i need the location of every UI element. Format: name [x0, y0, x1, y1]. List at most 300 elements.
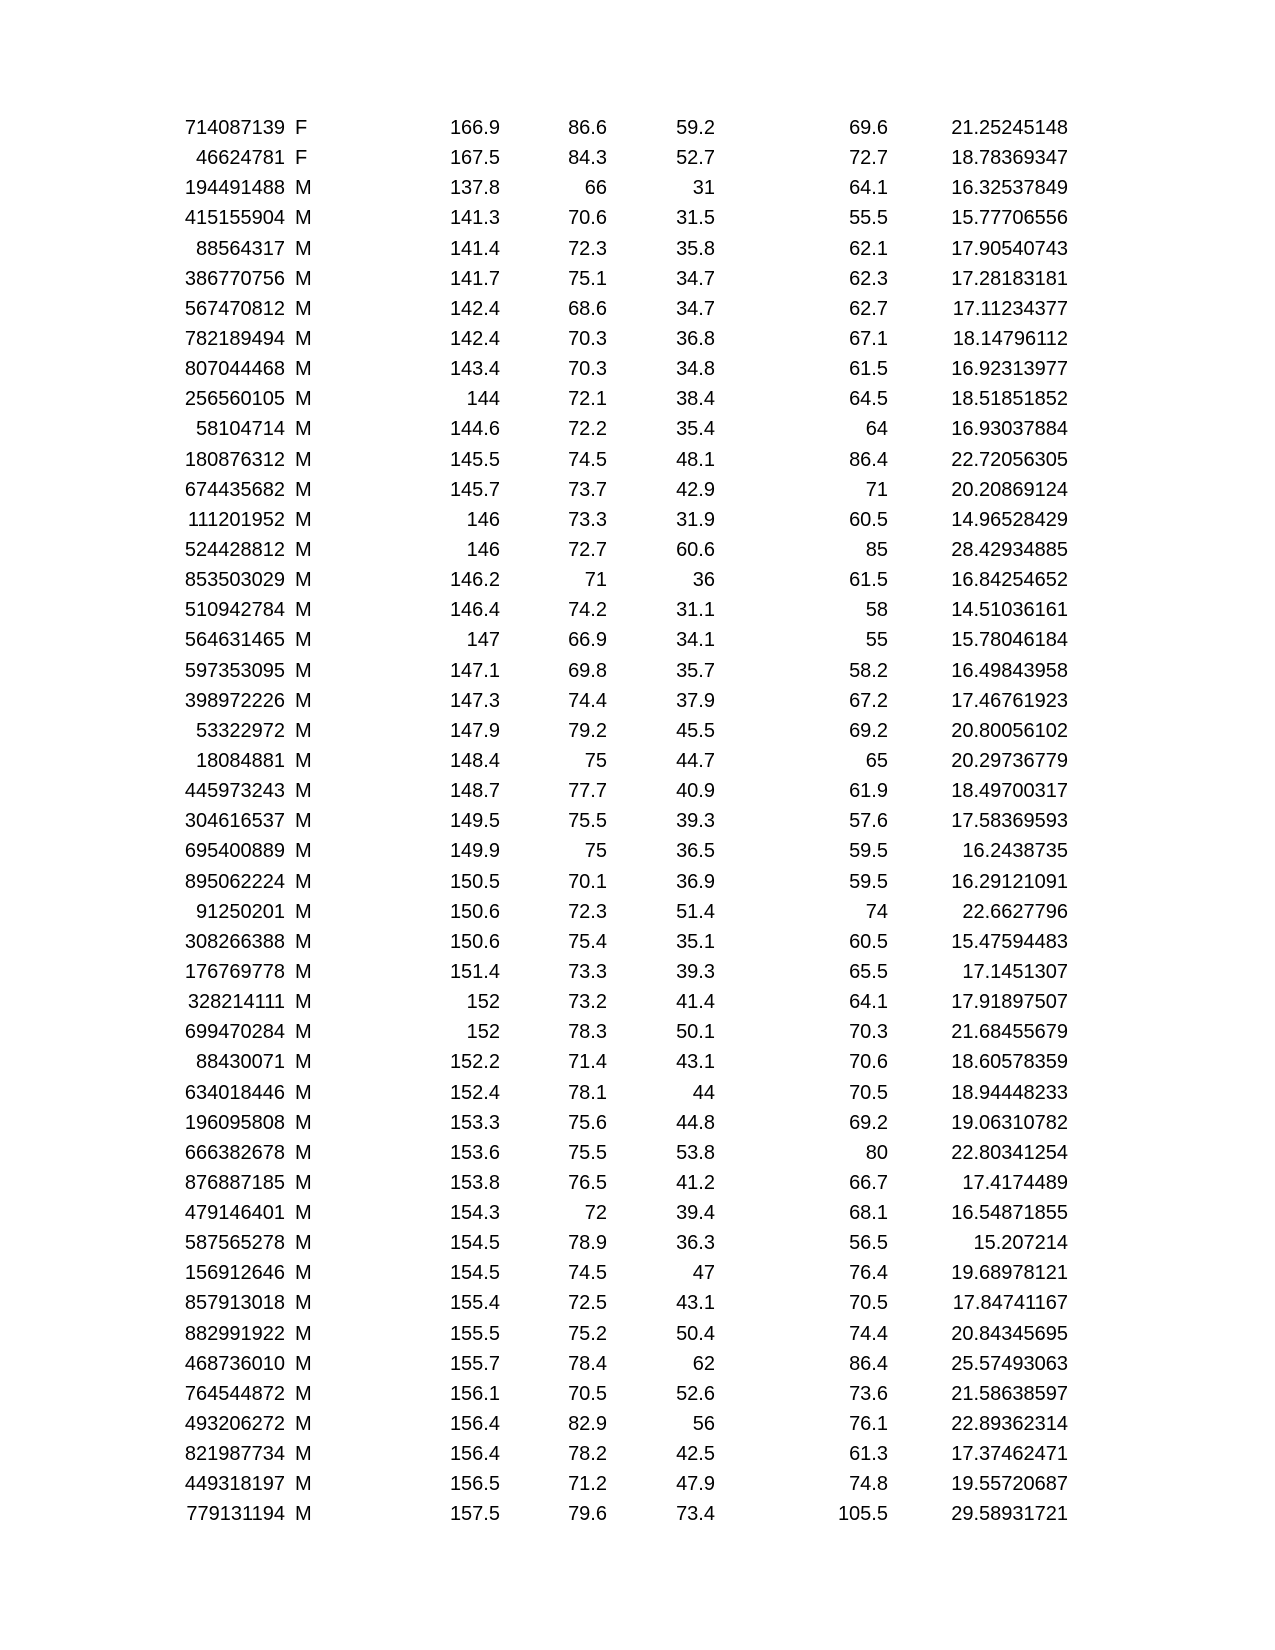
value-b-cell: 72.1 [568, 388, 607, 411]
value-d-cell: 64 [865, 418, 888, 441]
table-row [0, 354, 1275, 384]
table-row [0, 565, 1275, 595]
value-a-cell: 150.6 [449, 900, 500, 923]
value-e-cell: 18.14796112 [952, 327, 1068, 350]
sex-cell: M [295, 900, 312, 923]
value-c-cell: 47 [692, 1262, 715, 1285]
value-a-cell: 154.3 [449, 1202, 500, 1225]
sex-cell: M [295, 1141, 312, 1164]
value-c-cell: 37.9 [676, 689, 715, 712]
value-d-cell: 59.5 [849, 870, 888, 893]
table-row [0, 1409, 1275, 1439]
value-e-cell: 15.78046184 [951, 629, 1068, 652]
sex-cell: M [295, 1262, 312, 1285]
value-d-cell: 70.5 [849, 1081, 888, 1104]
table-row [0, 987, 1275, 1017]
sex-cell: M [295, 930, 312, 953]
table-row [0, 1469, 1275, 1499]
value-c-cell: 41.2 [676, 1171, 715, 1194]
value-d-cell: 65.5 [849, 960, 888, 983]
value-b-cell: 70.5 [568, 1382, 607, 1405]
value-a-cell: 142.4 [449, 327, 500, 350]
value-c-cell: 47.9 [676, 1473, 715, 1496]
value-b-cell: 78.9 [568, 1232, 607, 1255]
value-a-cell: 153.6 [449, 1141, 500, 1164]
value-b-cell: 72.3 [568, 237, 607, 260]
value-c-cell: 31 [692, 177, 715, 200]
value-d-cell: 85 [865, 538, 888, 561]
id-cell: 807044468 [184, 358, 285, 381]
value-a-cell: 147.9 [449, 719, 500, 742]
id-cell: 468736010 [184, 1352, 285, 1375]
value-a-cell: 156.4 [449, 1413, 500, 1436]
id-cell: 674435682 [184, 478, 285, 501]
value-a-cell: 157.5 [449, 1503, 500, 1526]
value-d-cell: 60.5 [849, 508, 888, 531]
table-row [0, 1108, 1275, 1138]
sex-cell: M [295, 1382, 312, 1405]
value-c-cell: 42.5 [676, 1443, 715, 1466]
sex-cell: M [295, 719, 312, 742]
value-a-cell: 147 [466, 629, 500, 652]
value-c-cell: 48.1 [676, 448, 715, 471]
value-a-cell: 155.4 [449, 1292, 500, 1315]
value-d-cell: 68.1 [849, 1202, 888, 1225]
id-cell: 714087139 [184, 117, 285, 139]
sex-cell: M [295, 629, 312, 652]
id-cell: 308266388 [184, 930, 285, 953]
sex-cell: M [295, 207, 312, 230]
value-c-cell: 35.8 [676, 237, 715, 260]
table-row [0, 595, 1275, 625]
value-c-cell: 42.9 [676, 478, 715, 501]
id-cell: 853503029 [184, 569, 285, 592]
sex-cell: M [295, 478, 312, 501]
table-row [0, 897, 1275, 927]
table-row [0, 1078, 1275, 1108]
value-e-cell: 28.42934885 [951, 538, 1068, 561]
value-d-cell: 57.6 [849, 810, 888, 833]
value-e-cell: 16.84254652 [951, 569, 1068, 592]
id-cell: 493206272 [184, 1413, 285, 1436]
sex-cell: M [295, 538, 312, 561]
value-e-cell: 18.78369347 [951, 147, 1068, 170]
value-a-cell: 150.5 [449, 870, 500, 893]
value-b-cell: 75.5 [568, 810, 607, 833]
value-c-cell: 60.6 [676, 538, 715, 561]
sex-cell: M [295, 991, 312, 1014]
value-e-cell: 19.55720687 [951, 1473, 1068, 1496]
value-a-cell: 144.6 [449, 418, 500, 441]
value-e-cell: 20.29736779 [951, 749, 1068, 772]
sex-cell: M [295, 1473, 312, 1496]
sex-cell: M [295, 1413, 312, 1436]
table-row [0, 716, 1275, 746]
table-row [0, 625, 1275, 655]
value-d-cell: 69.2 [849, 719, 888, 742]
value-a-cell: 156.5 [449, 1473, 500, 1496]
value-b-cell: 72.3 [568, 900, 607, 923]
value-a-cell: 152 [466, 991, 500, 1014]
value-b-cell: 77.7 [568, 780, 607, 803]
value-d-cell: 86.4 [849, 1352, 888, 1375]
sex-cell: M [295, 297, 312, 320]
sex-cell: M [295, 267, 312, 290]
table-row [0, 294, 1275, 324]
sex-cell: M [295, 508, 312, 531]
value-e-cell: 21.58638597 [951, 1382, 1068, 1405]
value-e-cell: 22.80341254 [951, 1141, 1068, 1164]
table-row [0, 1168, 1275, 1198]
value-a-cell: 145.7 [449, 478, 500, 501]
value-a-cell: 166.9 [449, 117, 500, 139]
value-b-cell: 66.9 [568, 629, 607, 652]
value-e-cell: 17.28183181 [951, 267, 1068, 290]
value-e-cell: 22.72056305 [951, 448, 1068, 471]
value-b-cell: 82.9 [568, 1413, 607, 1436]
id-cell: 564631465 [184, 629, 285, 652]
value-a-cell: 156.1 [449, 1382, 500, 1405]
value-d-cell: 64.1 [849, 991, 888, 1014]
id-cell: 111201952 [187, 508, 285, 531]
value-a-cell: 146.2 [449, 569, 500, 592]
value-d-cell: 62.3 [849, 267, 888, 290]
table-row [0, 1349, 1275, 1379]
value-e-cell: 14.96528429 [951, 508, 1068, 531]
table-row [0, 234, 1275, 264]
value-a-cell: 151.4 [449, 960, 500, 983]
sex-cell: M [295, 1503, 312, 1526]
id-cell: 764544872 [184, 1382, 285, 1405]
value-c-cell: 36.8 [676, 327, 715, 350]
value-c-cell: 35.7 [676, 659, 715, 682]
value-b-cell: 68.6 [568, 297, 607, 320]
id-cell: 415155904 [184, 207, 285, 230]
id-cell: 587565278 [184, 1232, 285, 1255]
sex-cell: M [295, 1171, 312, 1194]
id-cell: 779131194 [186, 1503, 285, 1526]
value-a-cell: 147.1 [449, 659, 500, 682]
value-b-cell: 71.2 [568, 1473, 607, 1496]
sex-cell: M [295, 418, 312, 441]
id-cell: 449318197 [184, 1473, 285, 1496]
sex-cell: F [295, 117, 308, 139]
value-c-cell: 59.2 [676, 117, 715, 139]
value-e-cell: 19.06310782 [951, 1111, 1068, 1134]
id-cell: 876887185 [184, 1171, 285, 1194]
value-b-cell: 72 [584, 1202, 607, 1225]
value-b-cell: 79.2 [568, 719, 607, 742]
table-row [0, 1228, 1275, 1258]
value-b-cell: 70.6 [568, 207, 607, 230]
value-b-cell: 74.4 [568, 689, 607, 712]
value-e-cell: 29.58931721 [951, 1503, 1068, 1526]
id-cell: 895062224 [184, 870, 285, 893]
value-a-cell: 156.4 [449, 1443, 500, 1466]
table-row [0, 1319, 1275, 1349]
value-b-cell: 73.3 [568, 960, 607, 983]
id-cell: 304616537 [184, 810, 285, 833]
table-row [0, 143, 1275, 173]
id-cell: 882991922 [184, 1322, 285, 1345]
value-d-cell: 56.5 [849, 1232, 888, 1255]
value-d-cell: 61.5 [849, 569, 888, 592]
value-c-cell: 31.9 [676, 508, 715, 531]
table-row [0, 957, 1275, 987]
value-d-cell: 58.2 [849, 659, 888, 682]
id-cell: 46624781 [196, 147, 285, 170]
value-c-cell: 50.4 [676, 1322, 715, 1345]
value-b-cell: 69.8 [568, 659, 607, 682]
value-e-cell: 22.6627796 [962, 900, 1068, 923]
table-row [0, 1138, 1275, 1168]
value-b-cell: 73.3 [568, 508, 607, 531]
value-b-cell: 75.4 [568, 930, 607, 953]
value-d-cell: 69.6 [849, 117, 888, 139]
value-c-cell: 56 [692, 1413, 715, 1436]
value-b-cell: 71.4 [568, 1051, 607, 1074]
value-a-cell: 153.3 [449, 1111, 500, 1134]
value-a-cell: 143.4 [449, 358, 500, 381]
value-c-cell: 34.1 [676, 629, 715, 652]
value-e-cell: 17.46761923 [951, 689, 1068, 712]
value-c-cell: 62 [692, 1352, 715, 1375]
id-cell: 445973243 [184, 780, 285, 803]
value-d-cell: 66.7 [849, 1171, 888, 1194]
value-d-cell: 55 [865, 629, 888, 652]
value-a-cell: 142.4 [449, 297, 500, 320]
value-b-cell: 79.6 [568, 1503, 607, 1526]
value-e-cell: 19.68978121 [951, 1262, 1068, 1285]
sex-cell: M [295, 1232, 312, 1255]
value-e-cell: 16.54871855 [951, 1202, 1068, 1225]
value-b-cell: 72.5 [568, 1292, 607, 1315]
sex-cell: M [295, 810, 312, 833]
id-cell: 53322972 [196, 719, 285, 742]
sex-cell: M [295, 689, 312, 712]
value-b-cell: 72.2 [568, 418, 607, 441]
value-e-cell: 21.25245148 [951, 117, 1068, 139]
value-c-cell: 43.1 [676, 1051, 715, 1074]
sex-cell: M [295, 960, 312, 983]
value-b-cell: 84.3 [568, 147, 607, 170]
value-e-cell: 17.58369593 [951, 810, 1068, 833]
table-row [0, 1017, 1275, 1047]
value-d-cell: 70.5 [849, 1292, 888, 1315]
value-e-cell: 15.47594483 [951, 930, 1068, 953]
value-d-cell: 74.4 [849, 1322, 888, 1345]
value-d-cell: 58 [865, 599, 888, 622]
value-b-cell: 75.6 [568, 1111, 607, 1134]
value-e-cell: 17.84741167 [952, 1292, 1068, 1315]
id-cell: 699470284 [184, 1021, 285, 1044]
value-c-cell: 43.1 [676, 1292, 715, 1315]
value-d-cell: 64.1 [849, 177, 888, 200]
value-b-cell: 73.7 [568, 478, 607, 501]
sex-cell: M [295, 1081, 312, 1104]
table-row [0, 746, 1275, 776]
value-c-cell: 44 [692, 1081, 715, 1104]
table-row [0, 475, 1275, 505]
value-c-cell: 36 [692, 569, 715, 592]
value-a-cell: 141.4 [449, 237, 500, 260]
value-e-cell: 16.49843958 [951, 659, 1068, 682]
value-c-cell: 73.4 [676, 1503, 715, 1526]
sex-cell: M [295, 840, 312, 863]
table-row [0, 113, 1275, 143]
value-a-cell: 154.5 [449, 1232, 500, 1255]
value-e-cell: 16.93037884 [951, 418, 1068, 441]
id-cell: 510942784 [184, 599, 285, 622]
id-cell: 666382678 [184, 1141, 285, 1164]
value-e-cell: 20.80056102 [951, 719, 1068, 742]
value-d-cell: 72.7 [849, 147, 888, 170]
value-b-cell: 75 [584, 840, 607, 863]
value-b-cell: 70.3 [568, 327, 607, 350]
id-cell: 567470812 [184, 297, 285, 320]
value-c-cell: 35.4 [676, 418, 715, 441]
value-e-cell: 16.92313977 [951, 358, 1068, 381]
value-e-cell: 17.90540743 [951, 237, 1068, 260]
table-row [0, 445, 1275, 475]
table-row [0, 384, 1275, 414]
value-a-cell: 155.5 [449, 1322, 500, 1345]
table-row [0, 1047, 1275, 1077]
value-a-cell: 144 [466, 388, 500, 411]
value-c-cell: 40.9 [676, 780, 715, 803]
table-row [0, 836, 1275, 866]
value-c-cell: 45.5 [676, 719, 715, 742]
id-cell: 634018446 [184, 1081, 285, 1104]
table-row [0, 1288, 1275, 1318]
id-cell: 398972226 [184, 689, 285, 712]
value-b-cell: 78.1 [568, 1081, 607, 1104]
table-row [0, 1439, 1275, 1469]
value-c-cell: 36.3 [676, 1232, 715, 1255]
value-a-cell: 149.9 [449, 840, 500, 863]
table-row [0, 535, 1275, 565]
value-a-cell: 155.7 [449, 1352, 500, 1375]
value-b-cell: 74.5 [568, 448, 607, 471]
value-b-cell: 66 [584, 177, 607, 200]
value-e-cell: 18.51851852 [951, 388, 1068, 411]
table-row [0, 686, 1275, 716]
value-e-cell: 16.32537849 [951, 177, 1068, 200]
value-a-cell: 146.4 [449, 599, 500, 622]
value-a-cell: 152.4 [449, 1081, 500, 1104]
value-a-cell: 141.7 [449, 267, 500, 290]
value-d-cell: 62.7 [849, 297, 888, 320]
sex-cell: M [295, 870, 312, 893]
sex-cell: M [295, 599, 312, 622]
sex-cell: M [295, 569, 312, 592]
value-e-cell: 15.77706556 [951, 207, 1068, 230]
value-b-cell: 76.5 [568, 1171, 607, 1194]
table-row [0, 414, 1275, 444]
value-c-cell: 36.9 [676, 870, 715, 893]
id-cell: 597353095 [184, 659, 285, 682]
table-row [0, 806, 1275, 836]
sex-cell: M [295, 358, 312, 381]
value-c-cell: 39.4 [676, 1202, 715, 1225]
value-a-cell: 147.3 [449, 689, 500, 712]
value-a-cell: 146 [466, 538, 500, 561]
table-row [0, 927, 1275, 957]
id-cell: 821987734 [184, 1443, 285, 1466]
table-row [0, 867, 1275, 897]
table-row [0, 1379, 1275, 1409]
id-cell: 328214111 [187, 991, 285, 1014]
sex-cell: M [295, 1443, 312, 1466]
value-b-cell: 72.7 [568, 538, 607, 561]
value-e-cell: 17.91897507 [951, 991, 1068, 1014]
sex-cell: M [295, 1111, 312, 1134]
sex-cell: M [295, 448, 312, 471]
value-d-cell: 61.5 [849, 358, 888, 381]
id-cell: 857913018 [184, 1292, 285, 1315]
value-b-cell: 70.3 [568, 358, 607, 381]
id-cell: 88430071 [196, 1051, 285, 1074]
value-c-cell: 39.3 [676, 960, 715, 983]
value-e-cell: 16.2438735 [962, 840, 1068, 863]
value-c-cell: 52.7 [676, 147, 715, 170]
value-c-cell: 34.7 [676, 297, 715, 320]
value-b-cell: 75.1 [568, 267, 607, 290]
value-d-cell: 80 [865, 1141, 888, 1164]
value-c-cell: 34.7 [676, 267, 715, 290]
id-cell: 479146401 [184, 1202, 285, 1225]
id-cell: 176769778 [184, 960, 285, 983]
value-d-cell: 60.5 [849, 930, 888, 953]
value-a-cell: 137.8 [449, 177, 500, 200]
value-a-cell: 152.2 [449, 1051, 500, 1074]
value-e-cell: 25.57493063 [951, 1352, 1068, 1375]
value-d-cell: 86.4 [849, 448, 888, 471]
value-c-cell: 31.1 [676, 599, 715, 622]
value-d-cell: 74.8 [849, 1473, 888, 1496]
value-d-cell: 55.5 [849, 207, 888, 230]
value-a-cell: 146 [466, 508, 500, 531]
table-row [0, 505, 1275, 535]
table-row [0, 656, 1275, 686]
table-row [0, 1499, 1275, 1529]
value-d-cell: 67.1 [849, 327, 888, 350]
table-row [0, 1198, 1275, 1228]
value-c-cell: 31.5 [676, 207, 715, 230]
id-cell: 18084881 [196, 749, 285, 772]
value-c-cell: 44.8 [676, 1111, 715, 1134]
value-b-cell: 75 [584, 749, 607, 772]
value-b-cell: 70.1 [568, 870, 607, 893]
value-d-cell: 62.1 [849, 237, 888, 260]
value-d-cell: 64.5 [849, 388, 888, 411]
value-d-cell: 76.4 [849, 1262, 888, 1285]
value-d-cell: 61.3 [849, 1443, 888, 1466]
table-row [0, 1258, 1275, 1288]
value-e-cell: 20.84345695 [951, 1322, 1068, 1345]
value-e-cell: 17.1451307 [962, 960, 1068, 983]
sex-cell: M [295, 1051, 312, 1074]
table-row [0, 173, 1275, 203]
value-c-cell: 34.8 [676, 358, 715, 381]
value-c-cell: 53.8 [676, 1141, 715, 1164]
table-row [0, 324, 1275, 354]
id-cell: 782189494 [184, 327, 285, 350]
value-a-cell: 150.6 [449, 930, 500, 953]
value-c-cell: 41.4 [676, 991, 715, 1014]
sex-cell: M [295, 388, 312, 411]
value-e-cell: 18.94448233 [951, 1081, 1068, 1104]
